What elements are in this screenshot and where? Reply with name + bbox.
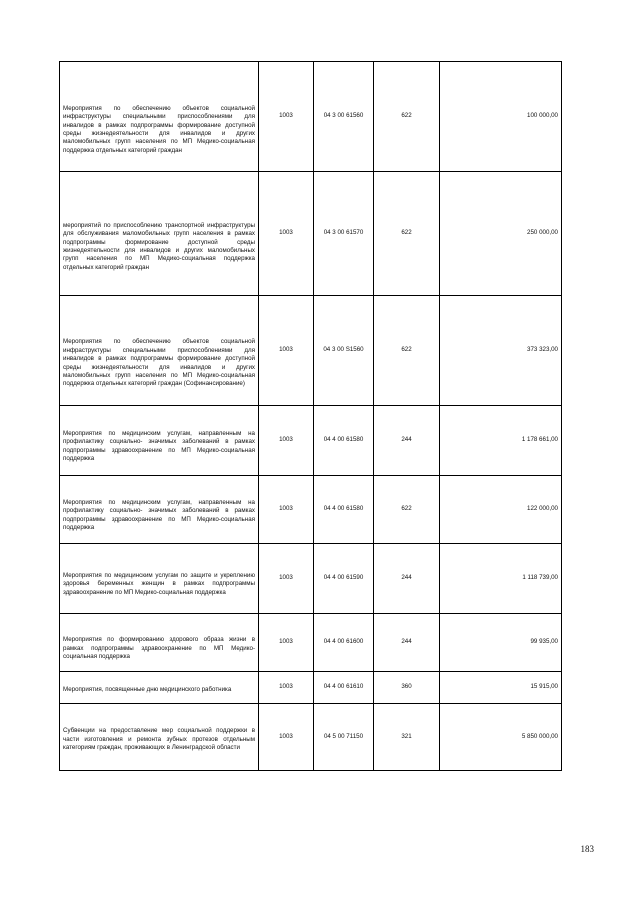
row-expense-type: 622 <box>374 62 440 172</box>
row-section-code: 1003 <box>259 614 314 672</box>
row-target-article: 04 3 00 S1560 <box>314 296 374 406</box>
row-amount: 1 118 739,00 <box>440 544 562 614</box>
row-expense-type: 244 <box>374 614 440 672</box>
row-expense-type: 321 <box>374 704 440 771</box>
row-target-article: 04 3 00 61570 <box>314 172 374 296</box>
row-section-code: 1003 <box>259 62 314 172</box>
table-row <box>60 614 562 672</box>
row-target-article: 04 5 00 71150 <box>314 704 374 771</box>
row-expense-type: 360 <box>374 672 440 704</box>
table-row <box>60 406 562 476</box>
table-row <box>60 704 562 771</box>
row-description: Мероприятия по обеспечению объектов социальной инфраструктуры специальными приспособлениями для инвалидов в рамках подпрограммы формирование доступной среды жизнедеятельности для инвалидов и других маломобильных групп населения по МП Медико-социальная поддержка отдельных категорий граждан <box>60 62 259 172</box>
table-row <box>60 476 562 544</box>
row-section-code: 1003 <box>259 172 314 296</box>
row-description: Мероприятия по формированию здорового образа жизни в рамках подпрограммы здравоохранение по МП Медико-социальная поддержка <box>60 614 259 672</box>
row-expense-type: 244 <box>374 406 440 476</box>
row-expense-type: 244 <box>374 544 440 614</box>
row-description: Мероприятия по обеспечению объектов социальной инфраструктуры специальными приспособлениями для инвалидов в рамках подпрограммы формирование доступной среды жизнедеятельности для инвалидов и других маломобильных групп населения по МП Медико-социальная поддержка отдельных категорий граждан (Софинансирование) <box>60 296 259 406</box>
row-description: Мероприятия по медицинским услугам, направленным на профилактику социально- значимых заболеваний в рамках подпрограммы здравоохранение по МП Медико-социальная поддержка <box>60 476 259 544</box>
row-expense-type: 622 <box>374 296 440 406</box>
row-description: Субвенции на предоставление мер социальной поддержки в части изготовления и ремонта зубных протезов отдельным категориям граждан, проживающих в Ленинградской области <box>60 704 259 771</box>
row-section-code: 1003 <box>259 704 314 771</box>
row-description: Мероприятия, посвященные дню медицинского работника <box>60 672 259 704</box>
row-expense-type: 622 <box>374 476 440 544</box>
table-row <box>60 672 562 704</box>
row-target-article: 04 4 00 61580 <box>314 406 374 476</box>
row-section-code: 1003 <box>259 544 314 614</box>
row-amount: 250 000,00 <box>440 172 562 296</box>
row-target-article: 04 3 00 61560 <box>314 62 374 172</box>
table-row <box>60 172 562 296</box>
row-amount: 15 915,00 <box>440 672 562 704</box>
row-target-article: 04 4 00 61590 <box>314 544 374 614</box>
row-expense-type: 622 <box>374 172 440 296</box>
row-description: Мероприятия по медицинским услугам, направленным на профилактику социально- значимых заболеваний в рамках подпрограммы здравоохранение по МП Медико-социальная поддержка <box>60 406 259 476</box>
row-amount: 5 850 000,00 <box>440 704 562 771</box>
row-amount: 122 000,00 <box>440 476 562 544</box>
row-target-article: 04 4 00 61610 <box>314 672 374 704</box>
budget-table <box>59 61 562 771</box>
table-row <box>60 62 562 172</box>
page-number: 183 <box>580 844 594 854</box>
row-section-code: 1003 <box>259 672 314 704</box>
row-amount: 100 000,00 <box>440 62 562 172</box>
row-amount: 373 323,00 <box>440 296 562 406</box>
budget-table-container <box>59 61 562 771</box>
row-section-code: 1003 <box>259 406 314 476</box>
table-row <box>60 544 562 614</box>
row-description: Мероприятия по медицинским услугам по защите и укреплению здоровья беременных женщин в рамках подпрограммы здравоохранение по МП Медико-социальная поддержка <box>60 544 259 614</box>
row-amount: 1 178 661,00 <box>440 406 562 476</box>
table-row <box>60 296 562 406</box>
row-amount: 99 935,00 <box>440 614 562 672</box>
row-target-article: 04 4 00 61580 <box>314 476 374 544</box>
row-section-code: 1003 <box>259 476 314 544</box>
row-section-code: 1003 <box>259 296 314 406</box>
row-target-article: 04 4 00 61600 <box>314 614 374 672</box>
row-description: мероприятий по приспособлению транспортной инфраструктуры для обслуживания маломобильных групп населения в рамках подпрограммы формирование доступной среды жизнедеятельности для инвалидов и других маломобильных групп населения по МП Медико-социальная поддержка отдельных категорий граждан <box>60 172 259 296</box>
